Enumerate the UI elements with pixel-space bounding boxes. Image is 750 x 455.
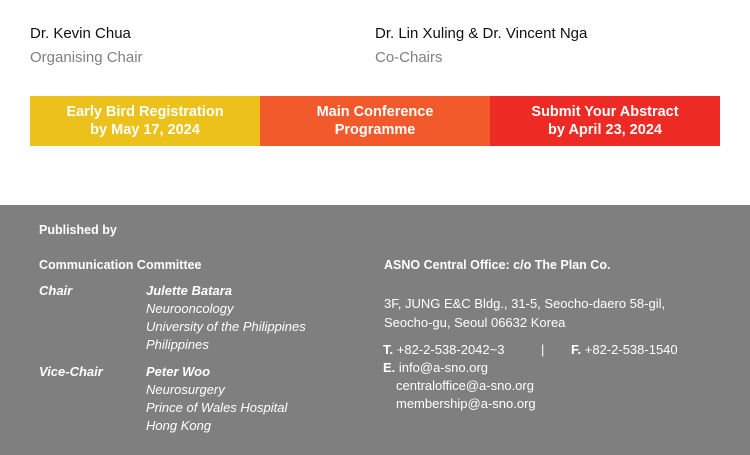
vice-chair-person <box>146 363 287 435</box>
person-specialty: Neurooncology <box>146 301 234 316</box>
footer <box>0 205 750 455</box>
email-label: E. <box>383 360 396 375</box>
chair-role-label: Chair <box>39 283 73 298</box>
chair-name: Dr. Kevin Chua <box>30 25 131 42</box>
fax <box>571 341 678 359</box>
person-name: Julette Batara <box>146 283 232 298</box>
fax-label: F. <box>571 342 582 357</box>
email-link-membership[interactable]: membership@a-sno.org <box>396 396 536 411</box>
cta-line1: Submit Your Abstract <box>531 104 679 120</box>
organising-chair <box>30 25 143 67</box>
early-bird-registration-button[interactable] <box>30 96 260 146</box>
address-line: 3F, JUNG E&C Bldg., 31-5, Seocho-daero 58-gil, <box>384 296 666 311</box>
person-specialty: Neurosurgery <box>146 382 225 397</box>
office-address <box>384 294 665 332</box>
phone-fax-line <box>383 341 713 359</box>
cta-line2: Programme <box>334 122 416 138</box>
separator: | <box>541 342 545 357</box>
co-chairs-role: Co-Chairs <box>375 49 443 66</box>
address-line: Seocho-gu, Seoul 06632 Korea <box>384 315 566 330</box>
telephone <box>383 341 504 359</box>
fax-number: +82-2-538-1540 <box>584 342 678 357</box>
submit-abstract-button[interactable] <box>490 96 720 146</box>
office-contact <box>383 341 713 413</box>
chair-person <box>146 282 306 354</box>
email-line <box>383 359 713 377</box>
chairs-section <box>0 0 750 96</box>
committee-title: Communication Committee <box>39 258 202 272</box>
cta-line1: Early Bird Registration <box>66 104 224 120</box>
person-institution: University of the Philippines <box>146 319 306 334</box>
main-conference-programme-button[interactable] <box>260 96 490 146</box>
person-name: Peter Woo <box>146 364 211 379</box>
cta-line1: Main Conference <box>316 104 434 120</box>
chair-role: Organising Chair <box>30 49 143 66</box>
cta-button-row <box>30 96 720 146</box>
cta-line2: by April 23, 2024 <box>548 122 662 138</box>
vice-chair-role-label: Vice-Chair <box>39 364 103 379</box>
email-link-info[interactable]: info@a-sno.org <box>398 360 488 375</box>
office-title: ASNO Central Office: c/o The Plan Co. <box>384 258 611 272</box>
co-chairs-names: Dr. Lin Xuling & Dr. Vincent Nga <box>375 25 588 42</box>
person-country: Philippines <box>146 337 209 352</box>
person-institution: Prince of Wales Hospital <box>146 400 288 415</box>
person-country: Hong Kong <box>146 418 212 433</box>
tel-number[interactable]: +82-2-538-2042~3 <box>396 342 505 357</box>
tel-label: T. <box>383 342 394 357</box>
co-chairs <box>375 25 587 67</box>
email-link-centraloffice[interactable]: centraloffice@a-sno.org <box>396 378 534 393</box>
published-by-label: Published by <box>39 223 117 237</box>
cta-line2: by May 17, 2024 <box>90 122 200 138</box>
